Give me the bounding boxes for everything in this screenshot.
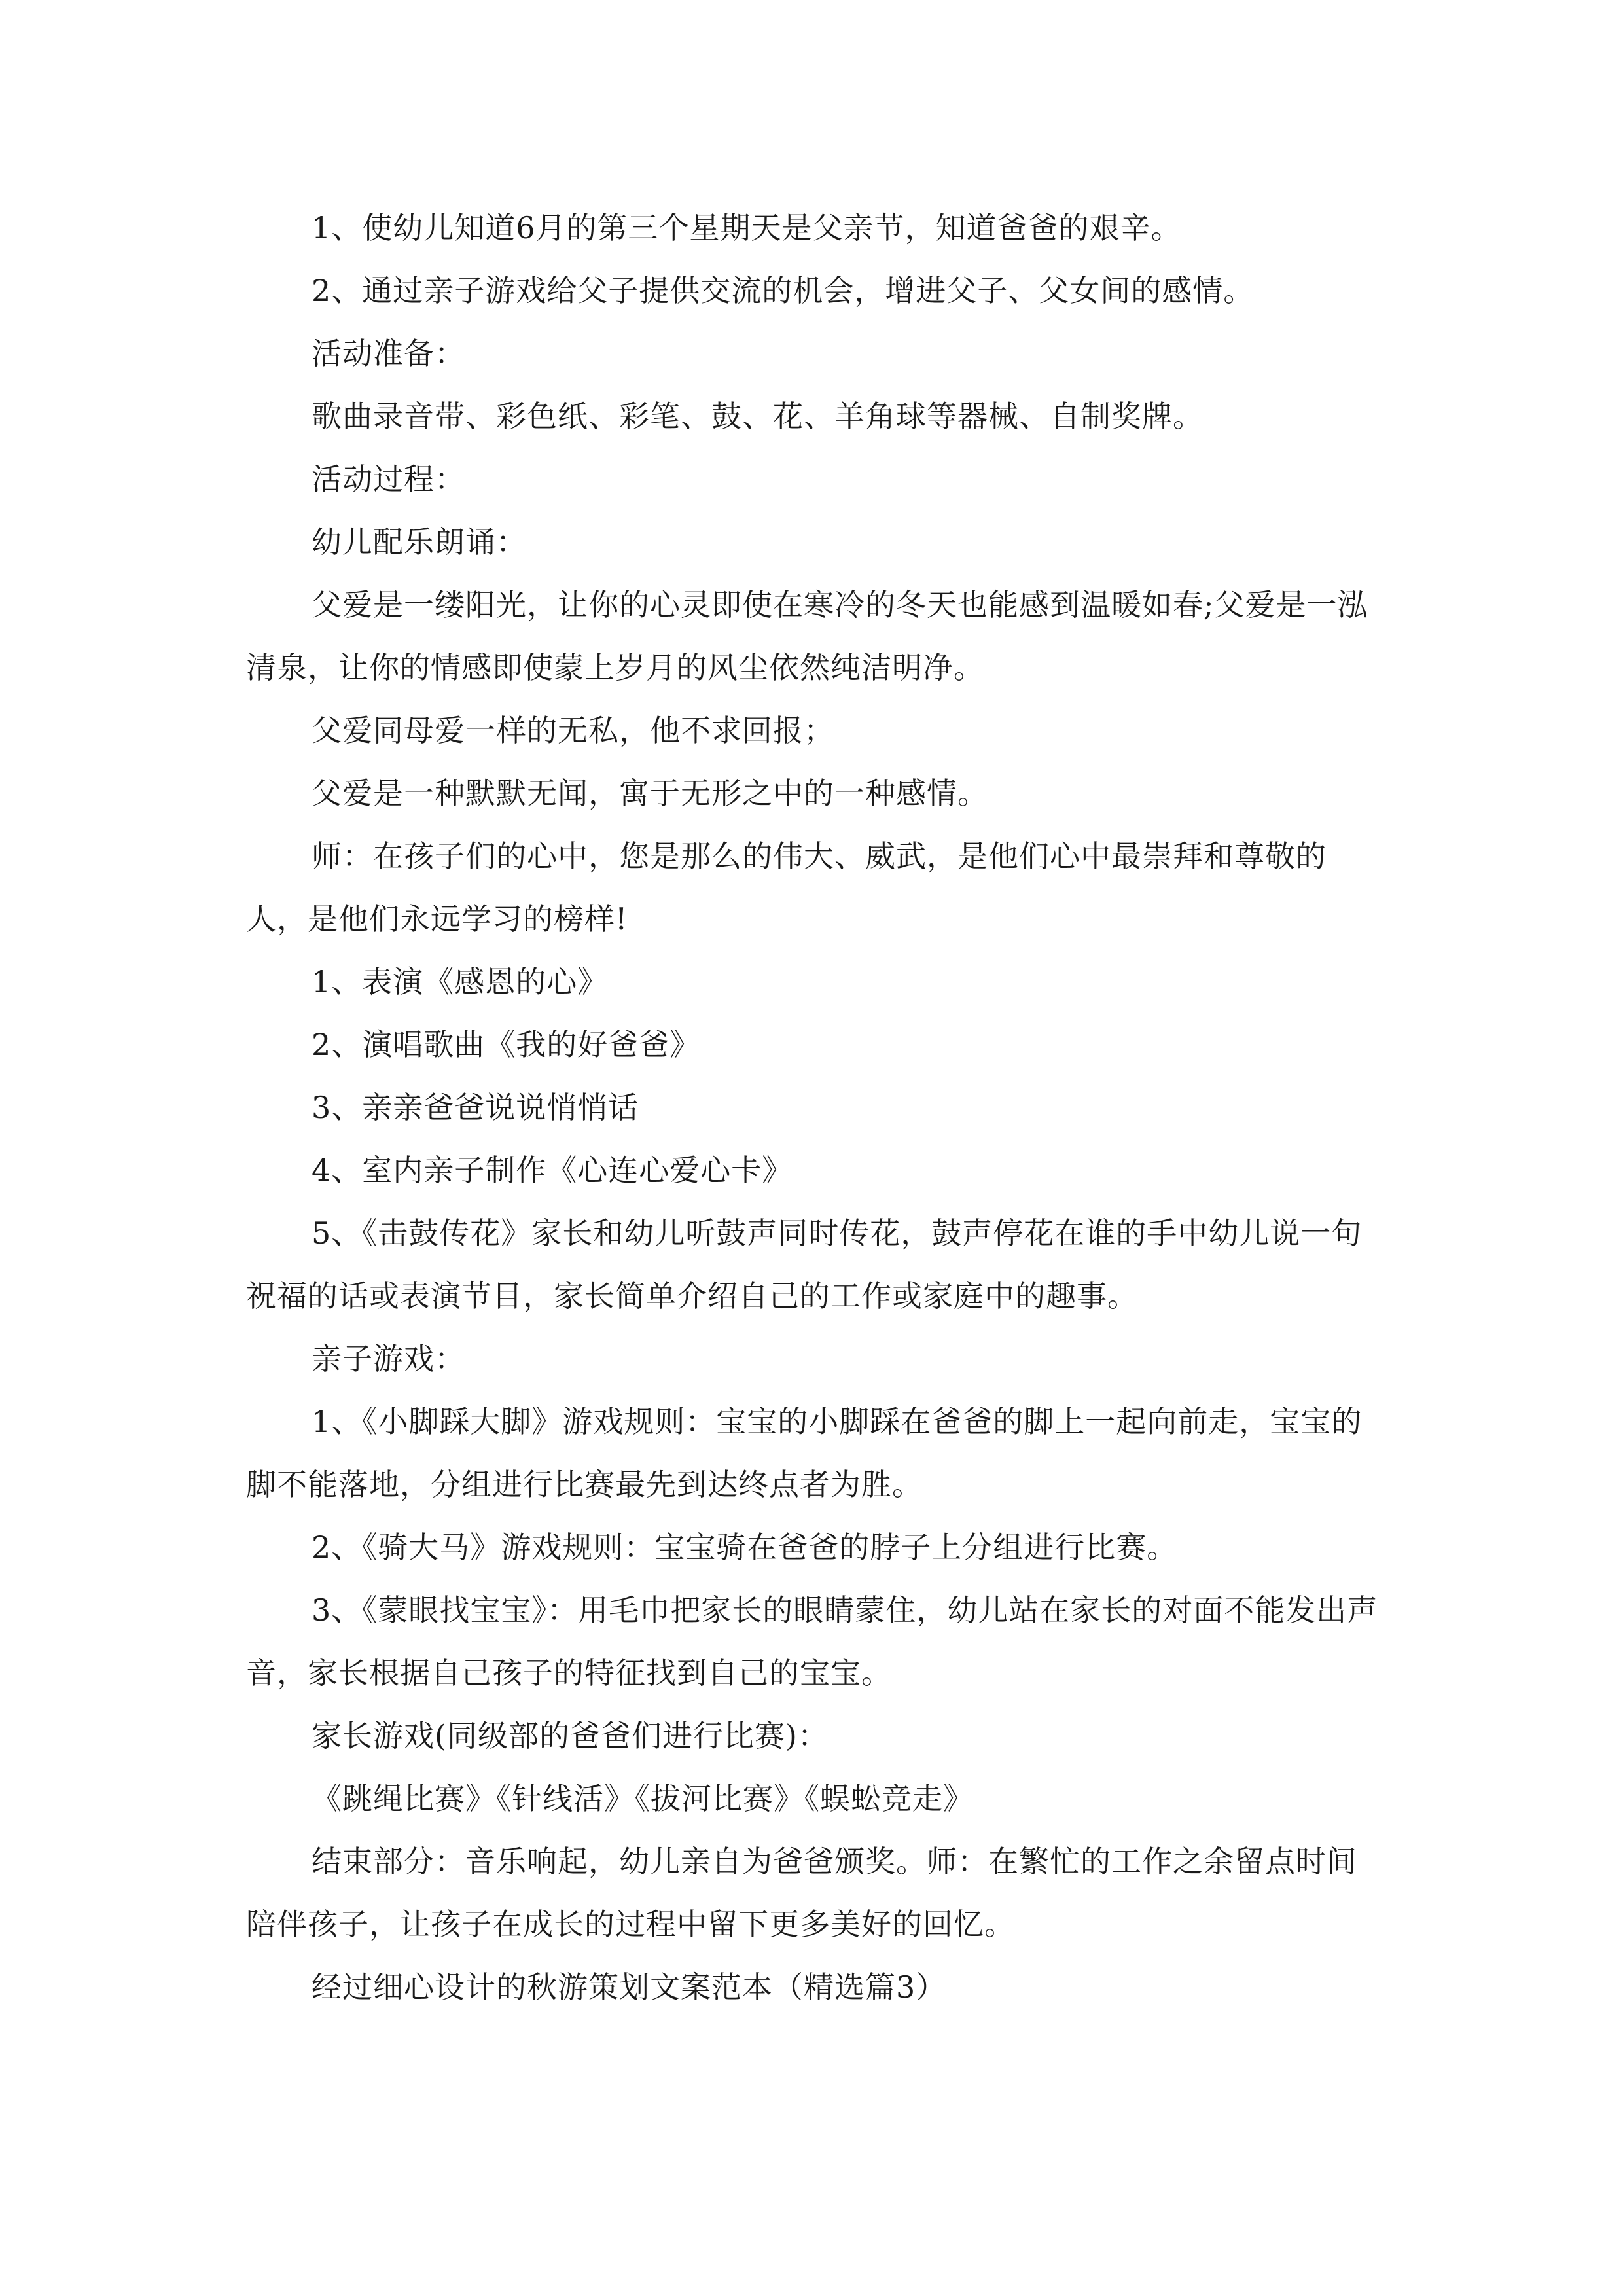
list-item-game-1: 1、《小脚踩大脚》游戏规则：宝宝的小脚踩在爸爸的脚上一起向前走，宝宝的脚不能落地，分组进行比赛最先到达终点者为胜。 <box>246 1404 1363 1502</box>
section-title-next: 经过细心设计的秋游策划文案范本（精选篇3） <box>312 1969 947 2005</box>
section-heading-parent-games: 家长游戏(同级部的爸爸们进行比赛)： <box>312 1718 829 1753</box>
list-item-activity-4: 4、室内亲子制作《心连心爱心卡》 <box>312 1153 793 1188</box>
paragraph-materials: 歌曲录音带、彩色纸、彩笔、鼓、花、羊角球等器械、自制奖牌。 <box>312 399 1204 434</box>
paragraph-recitation-3: 父爱是一种默默无闻，寓于无形之中的一种感情。 <box>312 776 988 811</box>
list-item-activity-3: 3、亲亲爸爸说说悄悄话 <box>312 1090 639 1125</box>
paragraph-recitation-1: 父爱是一缕阳光，让你的心灵即使在寒冷的冬天也能感到温暖如春;父爱是一泓清泉，让你的情感即使蒙上岁月的风尘依然纯洁明净。 <box>246 587 1368 685</box>
section-heading-preparation: 活动准备： <box>312 336 465 371</box>
list-item-game-2: 2、《骑大马》游戏规则：宝宝骑在爸爸的脖子上分组进行比赛。 <box>312 1530 1178 1565</box>
document-page <box>246 196 1378 2018</box>
paragraph-goal-1: 1、使幼儿知道6月的第三个星期天是父亲节，知道爸爸的艰辛。 <box>312 210 1182 245</box>
paragraph-goal-2: 2、通过亲子游戏给父子提供交流的机会，增进父子、父女间的感情。 <box>312 273 1255 308</box>
paragraph-ending: 结束部分：音乐响起，幼儿亲自为爸爸颁奖。师：在繁忙的工作之余留点时间陪伴孩子，让孩子在成长的过程中留下更多美好的回忆。 <box>246 1844 1357 1942</box>
section-heading-process: 活动过程： <box>312 461 465 497</box>
section-heading-parent-child-games: 亲子游戏： <box>312 1341 465 1376</box>
list-item-activity-5: 5、《击鼓传花》家长和幼儿听鼓声同时传花，鼓声停花在谁的手中幼儿说一句祝福的话或表演节目，家长简单介绍自己的工作或家庭中的趣事。 <box>246 1215 1363 1314</box>
list-item-game-3: 3、《蒙眼找宝宝》：用毛巾把家长的眼睛蒙住，幼儿站在家长的对面不能发出声音，家长根据自己孩子的特征找到自己的宝宝。 <box>246 1592 1378 1691</box>
paragraph-parent-games-list: 《跳绳比赛》《针线活》《拔河比赛》《蜈蚣竞走》 <box>312 1781 974 1816</box>
list-item-activity-1: 1、表演《感恩的心》 <box>312 964 609 999</box>
paragraph-teacher-speech: 师：在孩子们的心中，您是那么的伟大、威武，是他们心中最崇拜和尊敬的人，是他们永远学习的榜样! <box>246 838 1327 937</box>
section-heading-recitation: 幼儿配乐朗诵： <box>312 524 527 560</box>
paragraph-recitation-2: 父爱同母爱一样的无私，他不求回报； <box>312 713 834 748</box>
list-item-activity-2: 2、演唱歌曲《我的好爸爸》 <box>312 1027 701 1062</box>
